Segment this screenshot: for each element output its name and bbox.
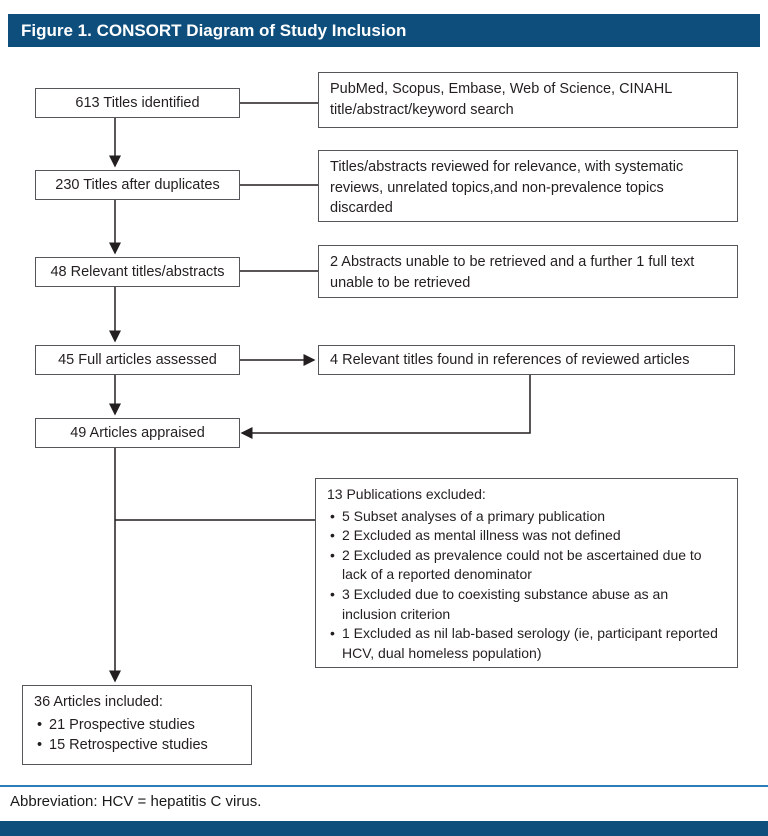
box-titles-after-duplicates-label: 230 Titles after duplicates <box>55 176 220 193</box>
excluded-item: • 3 Excluded due to coexisting substance abuse as an inclusion criterion <box>327 585 726 624</box>
excluded-item: • 2 Excluded as mental illness was not defined <box>327 526 726 546</box>
box-full-articles-assessed-label: 45 Full articles assessed <box>58 351 217 368</box>
excluded-item: • 2 Excluded as prevalence could not be ascertained due to lack of a reported denominator <box>327 546 726 585</box>
articles-included-list <box>34 715 240 756</box>
excluded-item: • 1 Excluded as nil lab-based serology (ie, participant reported HCV, dual homeless population) <box>327 624 726 663</box>
box-publications-excluded <box>315 478 738 668</box>
box-full-articles-assessed <box>35 345 240 375</box>
footer-rule <box>0 785 768 787</box>
box-relevant-titles-abstracts-label: 48 Relevant titles/abstracts <box>50 263 225 280</box>
articles-included-title: 36 Articles included: <box>34 694 163 710</box>
box-reference-titles-text: 4 Relevant titles found in references of reviewed articles <box>330 351 690 368</box>
included-item: • 21 Prospective studies <box>34 715 240 736</box>
box-titles-after-duplicates <box>35 170 240 200</box>
abbreviation-note: Abbreviation: HCV = hepatitis C virus. <box>10 793 262 810</box>
box-search-sources <box>318 72 738 128</box>
publications-excluded-list <box>327 507 726 664</box>
publications-excluded-title: 13 Publications excluded: <box>327 486 486 502</box>
bottom-bar <box>0 821 768 836</box>
box-reference-titles <box>318 345 735 375</box>
box-articles-appraised-label: 49 Articles appraised <box>70 424 205 441</box>
box-review-criteria <box>318 150 738 222</box>
box-search-sources-text: PubMed, Scopus, Embase, Web of Science, CINAHL title/abstract/keyword search <box>330 81 672 118</box>
box-relevant-titles-abstracts <box>35 257 240 287</box>
box-titles-identified <box>35 88 240 118</box>
included-item: • 15 Retrospective studies <box>34 735 240 756</box>
figure-title: Figure 1. CONSORT Diagram of Study Inclusion <box>21 20 407 40</box>
box-articles-included <box>22 685 252 765</box>
box-retrieval-failures-text: 2 Abstracts unable to be retrieved and a further 1 full text unable to be retrieved <box>330 254 695 291</box>
box-retrieval-failures <box>318 245 738 298</box>
excluded-item: • 5 Subset analyses of a primary publication <box>327 507 726 527</box>
box-articles-appraised <box>35 418 240 448</box>
figure-header <box>8 14 760 47</box>
box-titles-identified-label: 613 Titles identified <box>75 94 200 111</box>
box-review-criteria-text: Titles/abstracts reviewed for relevance, with systematic reviews, unrelated topics,and non-prevalence topics discarded <box>330 159 684 217</box>
